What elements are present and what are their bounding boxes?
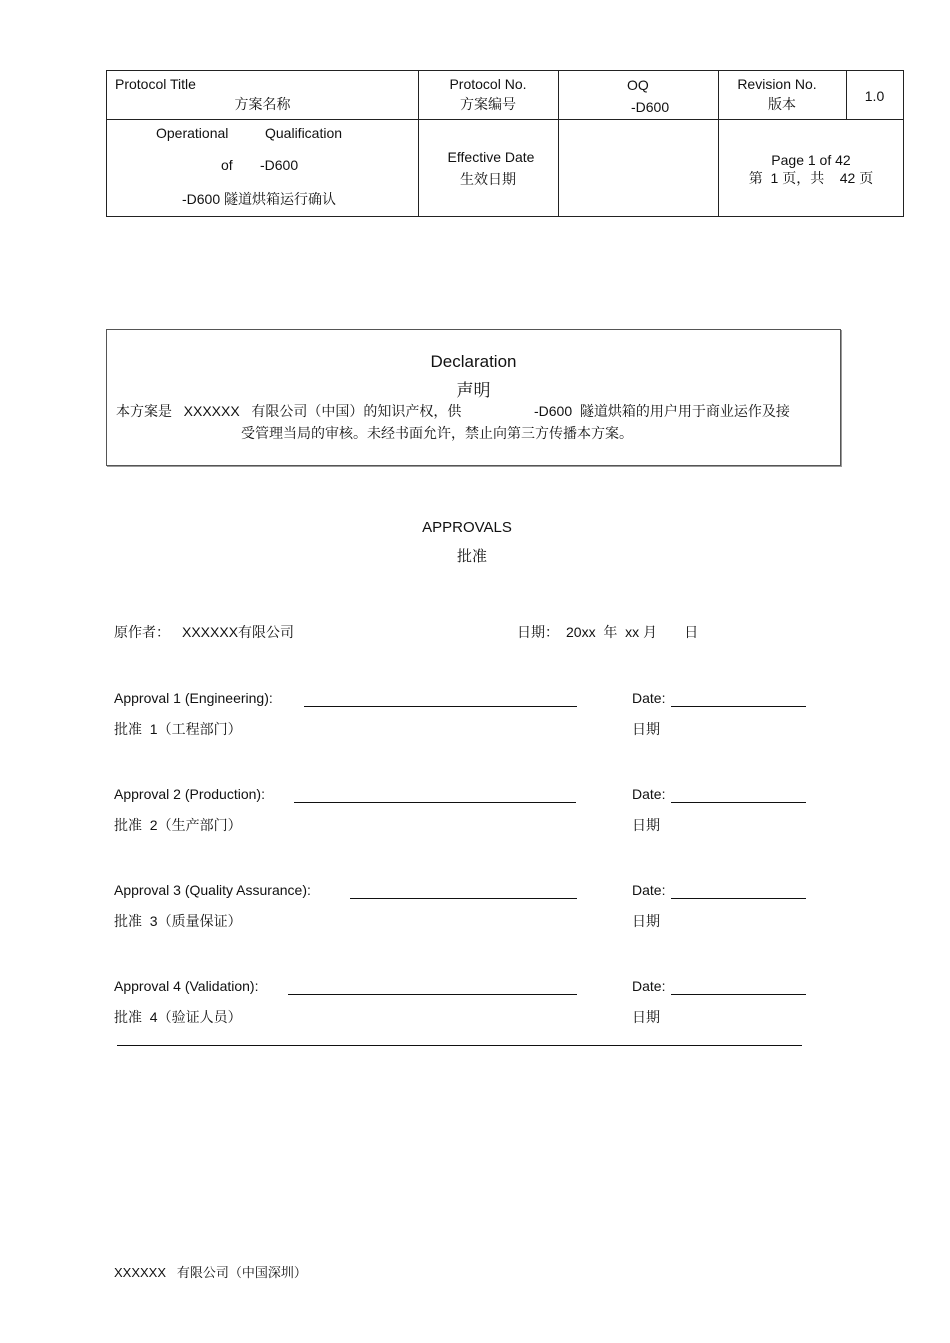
title-line2-b: -D600 [260, 157, 299, 173]
declaration-text-line1b: -D600 隧道烘箱的用户用于商业运作及接 [534, 403, 790, 419]
approval-1-date-cn: 日期 [632, 721, 660, 737]
protocol-title-label: Protocol Title [115, 76, 196, 92]
approval-2-label-cn: 批准 2（生产部门） [114, 817, 242, 833]
title-line3: -D600 隧道烘箱运行确认 [182, 191, 337, 207]
approval-1-date-line[interactable] [671, 706, 806, 707]
page-number: Page 1 of 42 [771, 152, 851, 168]
divider [107, 119, 903, 120]
page-number-cn: 第 1 页，共 42 页 [748, 170, 874, 186]
date-label: 日期： [517, 624, 559, 640]
protocol-no-value: OQ [627, 77, 649, 93]
protocol-no-value-suffix: -D600 [631, 99, 670, 115]
declaration-text-line2: 受管理当局的审核。未经书面允许，禁止向第三方传播本方案。 [241, 425, 633, 441]
approval-2-date-cn: 日期 [632, 817, 660, 833]
approval-1-label-cn: 批准 1（工程部门） [114, 721, 242, 737]
effective-date-label: Effective Date [447, 149, 535, 165]
revision-value: 1.0 [864, 88, 885, 104]
title-line1-a: Operational [156, 125, 229, 141]
declaration-text-line1a: 本方案是 XXXXXX 有限公司（中国）的知识产权，供 [116, 403, 462, 419]
approval-3-label-cn: 批准 3（质量保证） [114, 913, 242, 929]
approval-2-signature-line[interactable] [294, 802, 576, 803]
footer-company: XXXXXX 有限公司（中国深圳） [114, 1265, 307, 1280]
approval-1-signature-line[interactable] [304, 706, 577, 707]
approval-3-label: Approval 3 (Quality Assurance): [114, 882, 311, 898]
approval-3-date-cn: 日期 [632, 913, 660, 929]
title-line2-a: of [221, 157, 233, 173]
approval-4-date-line[interactable] [671, 994, 806, 995]
declaration-box [106, 329, 841, 466]
approval-4-date-label: Date: [632, 978, 666, 994]
approval-3-signature-line[interactable] [350, 898, 577, 899]
approval-3-date-line[interactable] [671, 898, 806, 899]
date-value: 20xx 年 xx 月 日 [566, 624, 699, 640]
approval-2-date-label: Date: [632, 786, 666, 802]
author-value: XXXXXX有限公司 [182, 624, 295, 640]
approval-2-date-line[interactable] [671, 802, 806, 803]
bottom-divider [117, 1045, 802, 1046]
approvals-title: APPROVALS [422, 519, 512, 536]
approval-4-date-cn: 日期 [632, 1009, 660, 1025]
protocol-no-label-cn: 方案编号 [460, 96, 516, 112]
author-label: 原作者： [114, 624, 170, 640]
approval-1-date-label: Date: [632, 690, 666, 706]
approval-2-label: Approval 2 (Production): [114, 786, 265, 802]
effective-date-label-cn: 生效日期 [460, 171, 516, 187]
revision-no-label: Revision No. [737, 76, 817, 92]
header-table [106, 70, 904, 217]
declaration-title-cn: 声明 [456, 381, 491, 400]
declaration-title: Declaration [430, 352, 517, 371]
approval-1-label: Approval 1 (Engineering): [114, 690, 273, 706]
approval-4-label: Approval 4 (Validation): [114, 978, 259, 994]
approval-4-signature-line[interactable] [288, 994, 577, 995]
revision-no-label-cn: 版本 [768, 96, 796, 112]
title-line1-b: Qualification [265, 125, 343, 141]
approval-4-label-cn: 批准 4（验证人员） [114, 1009, 242, 1025]
approvals-title-cn: 批准 [456, 548, 487, 565]
protocol-title-label-cn: 方案名称 [234, 96, 291, 112]
divider [558, 71, 559, 216]
protocol-no-label: Protocol No. [449, 76, 527, 92]
approval-3-date-label: Date: [632, 882, 666, 898]
